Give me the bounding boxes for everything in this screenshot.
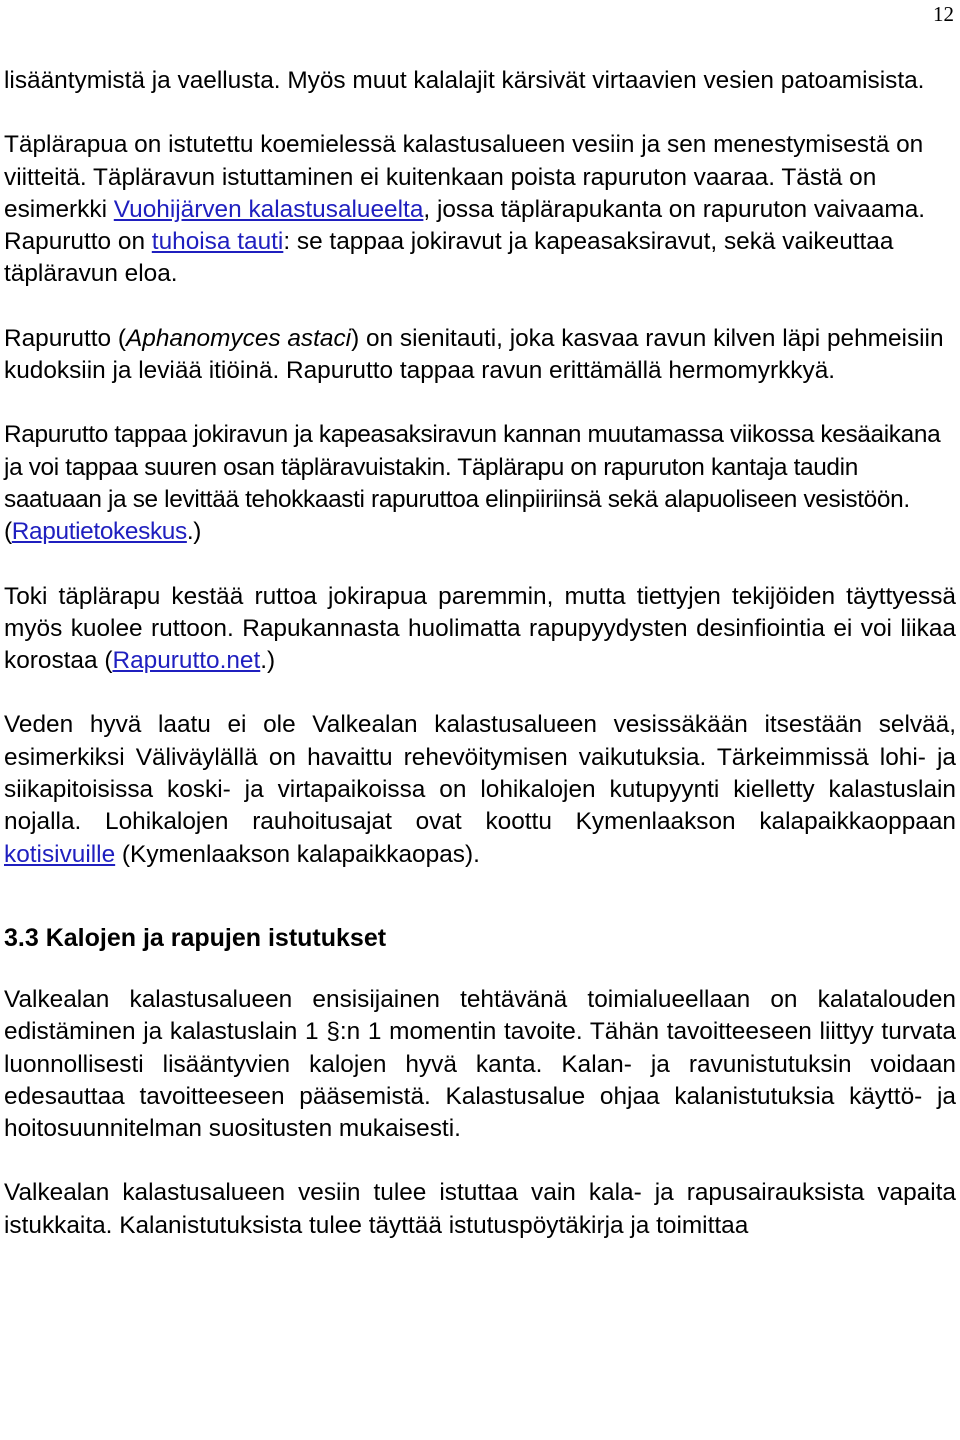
section-heading [4,922,956,954]
paragraph-1 [4,65,956,97]
paragraph-3 [4,323,956,388]
paragraph-7 [4,984,956,1145]
paragraph-8-text: Valkealan kalastusalueen vesiin tulee istuttaa vain kala- ja rapusairauksista vapaita istukkaita. Kalanistutuksista tulee täyttää istutuspöytäkirja ja toimittaa [4,1179,956,1239]
paragraph-8 [4,1177,956,1242]
paragraph-4-text-2: .) [186,518,202,546]
link-vuohijarvi[interactable]: Vuohijärven kalastusalueelta [113,195,424,223]
paragraph-5-text-1: Toki täplärapu kestää ruttoa jokirapua paremmin, mutta tiettyjen tekijöiden täyttyessä myös kuolee ruttoon. Rapukannasta huolimatta rapupyydysten desinfiointia ei voi liikaa korostaa ( [4,582,956,675]
paragraph-2 [4,129,956,290]
paragraph-2-text-1: Täplärapua on istutettu koemielessä kalastusalueen vesiin ja sen menestymisestä on viitteitä. Täpläravun istuttaminen ei kuitenkaan poista rapuruton vaaraa. Tästä on esimerkki [4,131,924,223]
paragraph-1-text: lisääntymistä ja vaellusta. Myös muut kalalajit kärsivät virtaavien vesien patoamisista. [4,67,925,94]
link-rapurutto-net[interactable]: Rapurutto.net [112,647,261,675]
paragraph-6 [4,709,956,870]
paragraph-6-text-2: (Kymenlaakson kalapaikkaopas). [115,840,480,868]
link-tuhoisa-tauti[interactable]: tuhoisa tauti [151,228,284,256]
species-name: Aphanomyces astaci [126,324,352,352]
paragraph-3-text-2: ) on sienitauti, joka kasvaa ravun kilven läpi pehmeisiin kudoksiin ja leviää itiöinä. Rapurutto tappaa ravun erittämällä hermomyrkkyä. [4,324,944,385]
paragraph-2-text-2: , jossa täplärapukanta on rapuruton vaivaama. Rapurutto on [4,195,926,256]
paragraph-3-text-1: Rapurutto ( [4,324,127,352]
paragraph-5 [4,581,956,678]
paragraph-7-text: Valkealan kalastusalueen ensisijainen tehtävänä toimialueellaan on kalatalouden edistäminen ja kalastuslain 1 §:n 1 momentin tavoite. Tähän tavoitteeseen liittyy turvata luonnollisesti lisääntyvien kalojen hyvä kanta. Kalan- ja ravunistutuksin voidaan edesauttaa tavoitteeseen pääsemistä. Kalastusalue ohjaa kalanistutuksia käyttö- ja hoitosuunnitelman suositusten mukaisesti. [4,985,956,1143]
link-kotisivuille[interactable]: kotisivuille [4,840,116,868]
link-raputietokeskus[interactable]: Raputietokeskus [11,518,187,546]
section-number: 3.3 [4,923,39,952]
paragraph-5-text-2: .) [260,647,276,675]
paragraph-4 [4,419,956,548]
document-body [4,65,956,1242]
paragraph-6-text-1: Veden hyvä laatu ei ole Valkealan kalastusalueen vesissäkään itsestään selvää, esimerkiksi Väliväylällä on havaittu rehevöitymisen vaikutuksia. Tärkeimmissä lohi- ja siikapitoisissa koski- ja virtapaikoissa on lohikalojen kutupyynti kielletty kalastuslain nojalla. Lohikalojen rauhoitusajat ovat koottu Kymenlaakson kalapaikkaoppaan [4,711,956,836]
paragraph-4-text-1: Rapurutto tappaa jokiravun ja kapeasaksiravun kannan muutamassa viikossa kesäaikana ja voi tappaa suuren osan täpläravuistakin. Täplärapu on rapuruton kantaja taudin saatuaan ja se levittää tehokkaasti rapuruttoa elinpiiriinsä sekä alapuoliseen vesistöön.( [4,421,941,546]
section-title: Kalojen ja rapujen istutukset [38,923,387,952]
paragraph-2-text-3: : se tappaa jokiravut ja kapeasaksiravut, sekä vaikeuttaa täpläravun eloa. [4,228,894,288]
page-number: 12 [933,2,954,26]
